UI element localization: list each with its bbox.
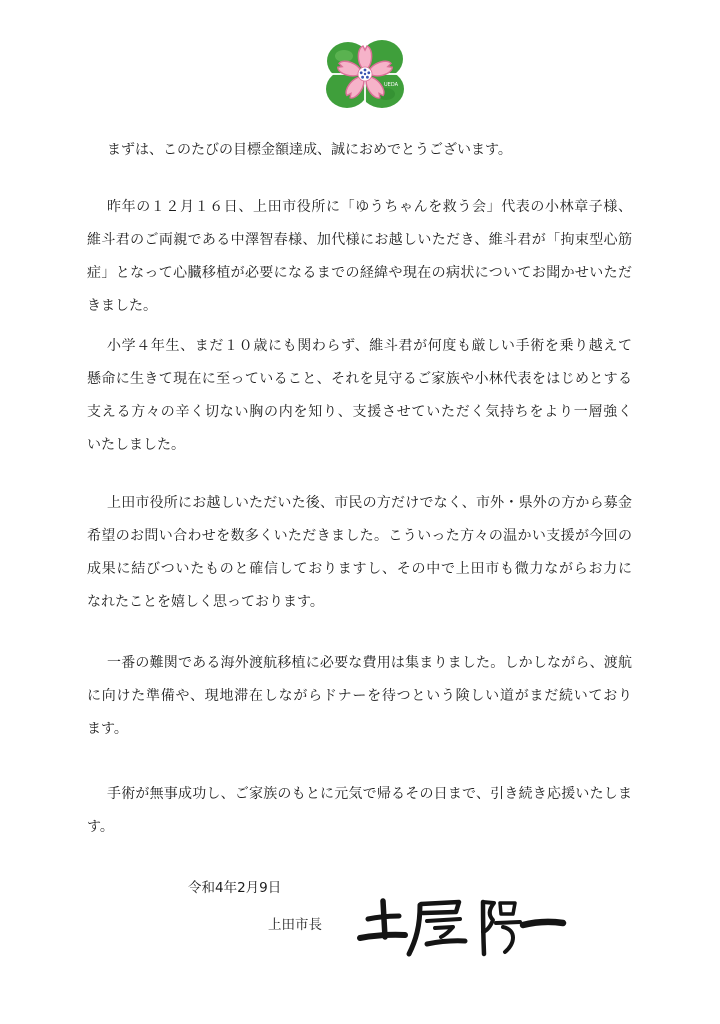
signature-stroke [421,902,459,913]
signature-stroke [427,919,460,921]
paragraph-line: 小学４年生、まだ１０歳にも関わらず、維斗君が何度も厳しい手術を乗り越えて [107,338,632,354]
paragraph-line: まずは、このたびの目標金額達成、誠におめでとうございます。 [107,142,512,158]
signature-stroke [503,927,513,952]
paragraph-line: 懸命に生きて現在に至っていること、それを見守るご家族や小林代表をはじめとする [87,371,632,387]
paragraph-line: 支える方々の辛く切ない胸の内を知り、支援させていただく気持ちをより一層強く [87,404,632,420]
signature-stroke [523,922,563,925]
paragraph-line: なれたことを嬉しく思っております。 [87,594,324,610]
paragraph-2 [87,191,632,323]
paragraph-line: 上田市役所にお越しいただいた後、市民の方だけでなく、市外・県外の方から募金 [107,495,632,511]
paragraph-4 [87,487,632,619]
signature-stroke [500,903,515,914]
logo-text: UEDA [384,82,399,88]
paragraph-line: ます。 [87,721,128,737]
paragraph-line: 成果に結びついたものと確信しておりますし、その中で上田市も微力ながらお力に [87,561,632,577]
signature-stroke [435,927,453,937]
paragraph-line: 維斗君のご両親である中澤智春様、加代様にお越しいただき、維斗君が「拘束型心筋 [87,232,632,248]
paragraph-line: きました。 [87,298,157,314]
paragraph-line: 症」となって心臓移植が必要になるまでの経緯や現在の病状についてお聞かせいただ [87,265,632,281]
signer-title: 上田市長 [268,917,322,933]
paragraph-line: に向けた準備や、現地滞在しながらドナーを待つという険しい道がまだ続いており [87,688,632,704]
signature-stroke [409,905,420,954]
paragraph-line: 一番の難関である海外渡航移植に必要な費用は集まりました。しかしながら、渡航 [107,655,632,671]
signature-stroke [483,902,484,954]
paragraph-line: 手術が無事成功し、ご家族のもとに元気で帰るその日まで、引き続き応援いたしま [107,786,632,802]
paragraph-3 [87,330,632,462]
paragraph-5 [87,647,632,746]
paragraph-line: 昨年の１２月１６日、上田市役所に「ゆうちゃんを救う会」代表の小林章子様、 [107,199,632,215]
city-emblem-logo [320,34,410,114]
signature-stroke [360,935,405,938]
paragraph-line: 希望のお問い合わせを数多くいただきました。こういった方々の温かい支援が今回の [87,528,632,544]
paragraph-6 [87,778,632,844]
paragraph-1 [87,134,632,167]
paragraph-line: いたしました。 [87,437,185,453]
signature-stroke [496,922,520,923]
paragraph-line: す。 [87,819,114,835]
letter-date: 令和4年2月9日 [188,880,282,896]
signature-stroke [383,901,385,937]
handwritten-signature [355,890,570,965]
signature-stroke [427,941,465,944]
